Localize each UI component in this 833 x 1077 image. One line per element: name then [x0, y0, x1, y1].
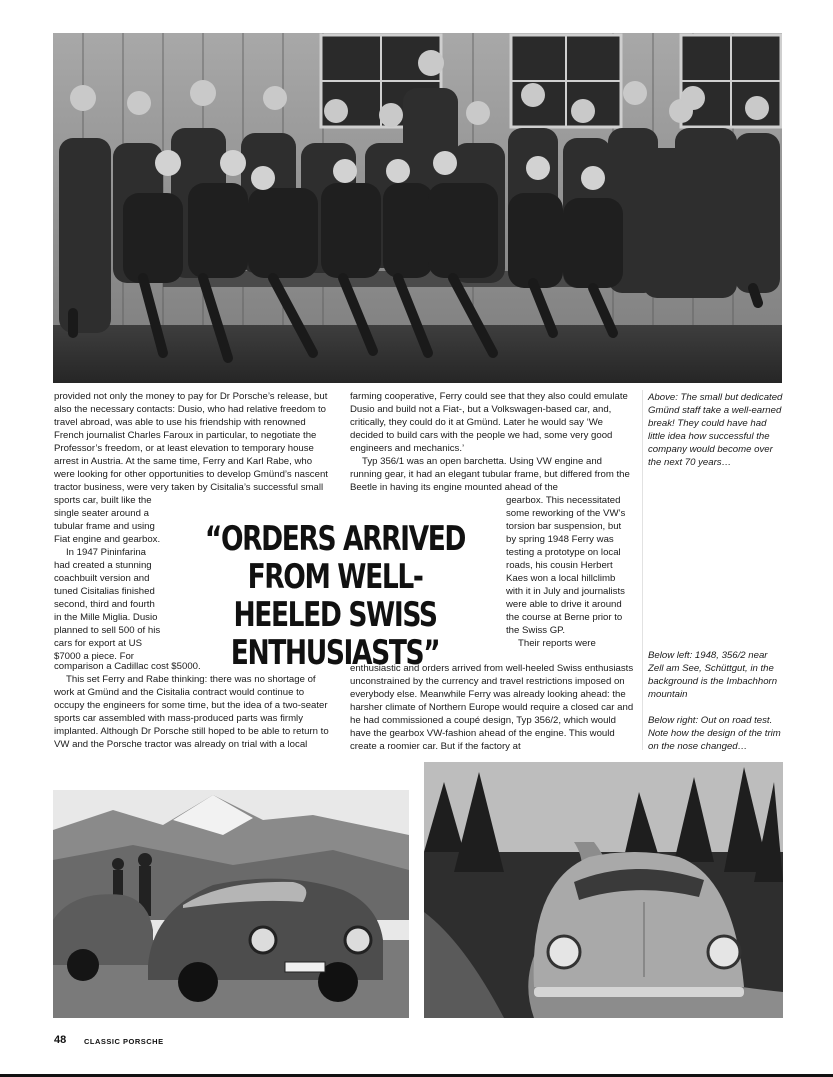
article-col1-bottom — [54, 660, 334, 751]
article-col1-top: provided not only the money to pay for Dr Porsche’s release, but also the necessary contacts: Dusio, who had relative freedom to travel abroad, was able to use his friendship with renowned French journalist Charles Faroux in particular, to negotiate the Professor’s freedom, or at least elevation to temporary house arrest in Austria. At the same time, Ferry and Karl Rabe, who were looking for other opportunities to develop Gmünd’s nascent tractor business, were very taken by Cisitalia’s successful small — [54, 391, 328, 493]
article-col1-narrow — [54, 494, 164, 663]
pull-quote: “ORDERS ARRIVED FROM WELL-HEELED SWISS ENTHUSIASTS” — [204, 519, 466, 673]
photo-356-2-zell-am-see-icon — [53, 790, 409, 1018]
car-photo-right — [424, 762, 783, 1018]
article-paragraph: gearbox. This necessitated some reworking of the VW’s torsion bar suspension, but by spring 1948 Ferry was testing a prototype on local roads, his cousin Herbert Kaes won a local hillclimb with it in July and journalists were able to drive it around the course at Berne prior to the Swiss GP. — [506, 495, 626, 636]
group-photo-gmund-staff-icon — [53, 33, 782, 383]
article-paragraph: sports car, built like the single seater around a tubular frame and using Fiat engine and gearbox. — [54, 495, 161, 545]
caption-divider — [642, 390, 643, 750]
article-paragraph: comparison a Cadillac cost $5000. — [54, 661, 201, 672]
caption-above: Above: The small but dedicated Gmünd staff take a well-earned break! They could have had little idea how successful the company would become over the next 70 years… — [648, 392, 783, 468]
caption-below-right: Below right: Out on road test. Note how the design of the trim on the nose changed… — [648, 715, 781, 752]
caption-below-left: Below left: 1948, 356/2 near Zell am See, Schüttgut, in the background is the Imbachhorn mountain — [648, 650, 778, 700]
article-col2-bottom: enthusiastic and orders arrived from well-heeled Swiss enthusiasts unconstrained by the currency and travel restrictions imposed on everybody else. Meanwhile Ferry was already looking ahead: the harsher climate of Northern Europe would require a closed car and he had commissioned a coupé design, Typ 356/2, which would have the gearbox VW-fashion ahead of the engine. This would create a roomier car. But if the factory at — [350, 663, 634, 752]
page-number: 48 — [54, 1034, 67, 1046]
article-paragraph: Their reports were — [518, 638, 596, 649]
article-col2-top — [350, 390, 635, 494]
magazine-title: CLASSIC PORSCHE — [84, 1037, 164, 1046]
article-paragraph: In 1947 Pininfarina had created a stunning coachbuilt version and tuned Cisitalias finished second, third and fourth in the Mille Miglia. Dusio planned to sell 500 of his cars for export at US $7000 a piece. For — [54, 547, 161, 662]
article-col2-narrow — [506, 494, 632, 650]
article-paragraph: farming cooperative, Ferry could see that they also could emulate Dusio and build not a Fiat-, but a Volkswagen-based car, and, critically, they could do it at Gmünd. Later he would say ‘We decided to build cars with the people we had, some very good engineers and mechanics.’ — [350, 391, 628, 454]
group-photo — [53, 33, 782, 383]
article-paragraph: This set Ferry and Rabe thinking: there was no shortage of work at Gmünd and the Cisitalia contract would continue to occupy the engineers for some time, but the idea of a two-seater sports car assembled with mass-produced parts was firmly implanted. Although Dr Porsche still hoped to be able to return to VW and the Porsche tractor was already on trial with a local — [54, 674, 329, 750]
car-photo-left — [53, 790, 409, 1018]
article-paragraph: Typ 356/1 was an open barchetta. Using VW engine and running gear, it had an elegant tubular frame, but differed from the Beetle in having its engine mounted ahead of the — [350, 456, 630, 493]
photo-road-test-icon — [424, 762, 783, 1018]
